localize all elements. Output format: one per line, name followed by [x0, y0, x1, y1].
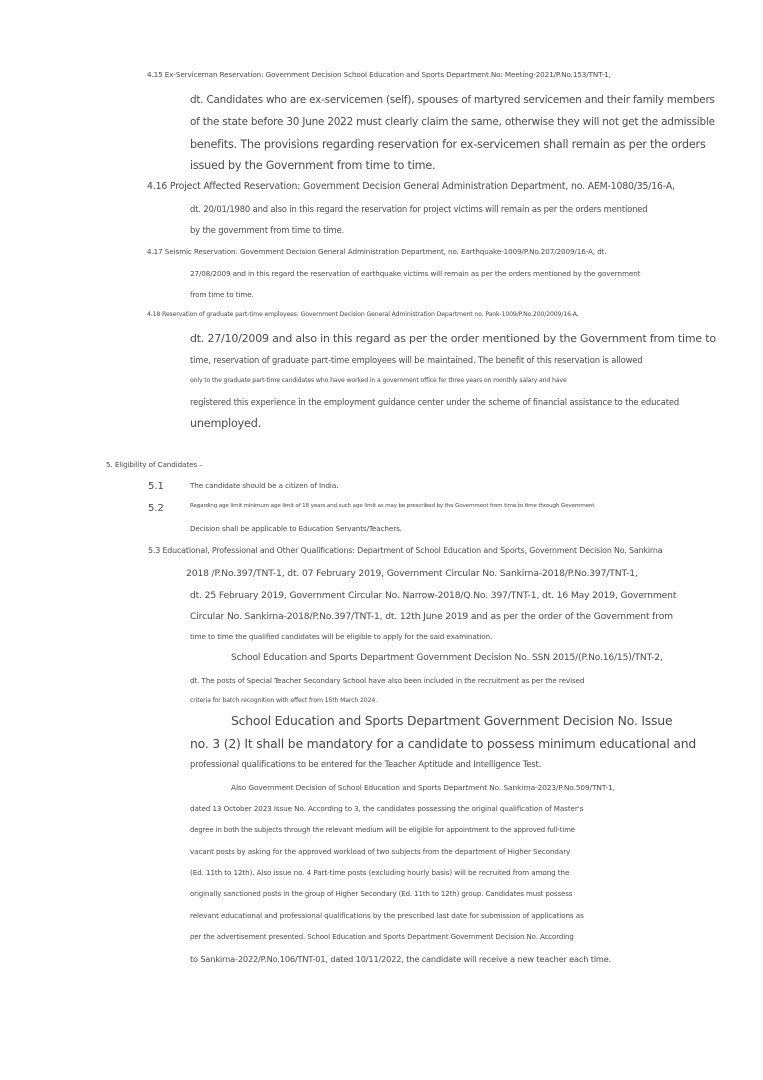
item-number: 5.1	[148, 481, 164, 492]
section-4-17-line: from time to time.	[190, 290, 254, 299]
qualifications-para4-line: originally sanctioned posts in the group of Higher Secondary (Ed. 11th to 12th) group. Candidates must possess	[190, 890, 573, 898]
qualifications-para4-line: per the advertisement presented. School Education and Sports Department Government Decision No. According	[190, 933, 574, 941]
item-text: Regarding age limit minimum age limit of 18 years and such age limit as may be prescribed by the Government from time to time through Government	[190, 503, 595, 509]
section-4-17-heading: 4.17 Seismic Reservation: Government Decision General Administration Department, no. Earthquake-1009/P.No.207/2009/16-A, dt.	[147, 247, 607, 256]
section-4-18-line: only to the graduate part-time candidates who have worked in a government office for three years on monthly salary and have	[190, 377, 567, 384]
section-4-17-line: 27/08/2009 and in this regard the reservation of earthquake victims will remain as per the orders mentioned by the government	[190, 269, 641, 278]
section-4-15-heading: 4.15 Ex-Serviceman Reservation: Government Decision School Education and Sports Department No: Meeting-2021/P.No.153/TNT-1,	[147, 70, 611, 79]
section-4-16-line: dt. 20/01/1980 and also in this regard the reservation for project victims will remain as per the orders mentioned	[190, 204, 648, 214]
qualifications-line: Circular No. Sankirna-2018/P.No.397/TNT-1, dt. 12th June 2019 and as per the order of the Government from	[190, 611, 673, 622]
qualifications-para3-line: no. 3 (2) It shall be mandatory for a candidate to possess minimum educational and	[190, 736, 697, 751]
qualifications-line: time to time the qualified candidates will be eligible to apply for the said examination.	[190, 632, 493, 641]
qualifications-para4-line: to Sankirna-2022/P.No.106/TNT-01, dated 10/11/2022, the candidate will receive a new teacher each time.	[190, 954, 612, 964]
section-4-18-line: dt. 27/10/2009 and also in this regard as per the order mentioned by the Government from time to	[190, 332, 716, 345]
section-4-18-line: unemployed.	[190, 417, 261, 430]
qualifications-heading: 5.3 Educational, Professional and Other Qualifications: Department of School Education and Sports, Government Decision No. Sankirna	[148, 546, 663, 555]
qualifications-para4-line: vacant posts by asking for the approved workload of two subjects from the department of Higher Secondary	[190, 847, 571, 856]
qualifications-para3-line: School Education and Sports Department Government Decision No. Issue	[231, 713, 673, 728]
section-4-15-line: of the state before 30 June 2022 must clearly claim the same, otherwise they will not get the admissible	[190, 116, 715, 128]
qualifications-para4-line: Also Government Decision of School Education and Sports Department No. Sankirna-2023/P.No.509/TNT-1,	[231, 783, 616, 792]
eligibility-heading: 5. Eligibility of Candidates –	[106, 460, 203, 469]
qualifications-para2-line: dt. The posts of Special Teacher Secondary School have also been included in the recruitment as per the revised	[190, 676, 585, 685]
section-4-18-line: registered this experience in the employment guidance center under the scheme of financial assistance to the educated	[190, 397, 679, 407]
qualifications-para4-line: degree in both the subjects through the relevant medium will be eligible for appointment to the approved full-time	[190, 826, 575, 834]
qualifications-line: dt. 25 February 2019, Government Circular No. Narrow-2018/Q.No. 397/TNT-1, dt. 16 May 2019, Government	[190, 590, 677, 601]
item-number: 5.2	[148, 503, 164, 514]
section-4-16-line: by the government from time to time.	[190, 225, 345, 235]
qualifications-para4-line: (Ed. 11th to 12th). Also issue no. 4 Part-time posts (excluding hourly basis) will be recruited from among the	[190, 868, 570, 877]
section-4-16-heading: 4.16 Project Affected Reservation: Government Decision General Administration Department, no. AEM-1080/35/16-A,	[147, 181, 675, 192]
item-text: Decision shall be applicable to Education Servants/Teachers.	[190, 524, 402, 533]
section-4-15-line: issued by the Government from time to time.	[190, 159, 436, 172]
section-4-15-line: benefits. The provisions regarding reservation for ex-servicemen shall remain as per the orders	[190, 138, 706, 151]
qualifications-para4-line: dated 13 October 2023 Issue No. According to 3, the candidates possessing the original qualification of Master's	[190, 804, 584, 813]
section-4-18-heading: 4.18 Reservation of graduate part-time employees: Government Decision General Administration Department no. Pank-1009/P.No.200/2009/16-A,	[147, 311, 579, 318]
section-4-18-line: time, reservation of graduate part-time employees will be maintained. The benefit of this reservation is allowed	[190, 355, 643, 365]
qualifications-para4-line: relevant educational and professional qualifications by the prescribed last date for submission of applications as	[190, 911, 584, 920]
qualifications-para3-line: professional qualifications to be entered for the Teacher Aptitude and Intelligence Test.	[190, 759, 542, 769]
qualifications-para2-line: School Education and Sports Department Government Decision No. SSN 2015/(P.No.16/15)/TNT-2,	[231, 653, 663, 663]
qualifications-para2-line: criteria for batch recognition with effect from 15th March 2024.	[190, 697, 377, 704]
qualifications-line: 2018 /P.No.397/TNT-1, dt. 07 February 2019, Government Circular No. Sankirna-2018/P.No.397/TNT-1,	[186, 568, 638, 579]
section-4-15-line: dt. Candidates who are ex-servicemen (self), spouses of martyred servicemen and their family members	[190, 94, 715, 106]
item-text: The candidate should be a citizen of India.	[190, 481, 339, 490]
